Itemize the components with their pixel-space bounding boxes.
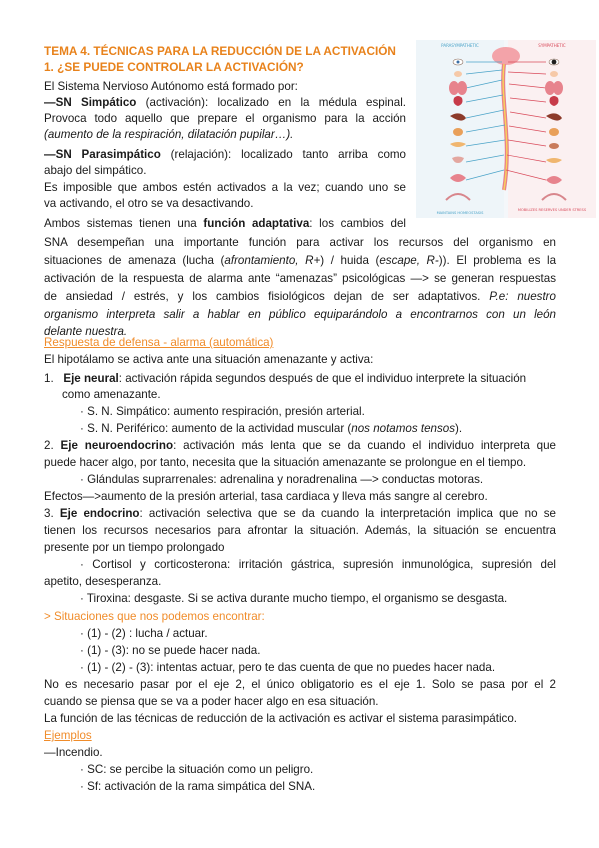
list-subitem: · Cortisol y corticosterona: irritación gástrica, supresión inmunológica, supresión del: [80, 558, 556, 571]
example-subitem: · SC: se percibe la situación como un peligro.: [80, 763, 314, 776]
intro-line: Ambos sistemas tienen una función adaptativa: los cambios del: [44, 217, 406, 230]
defense-intro: El hipotálamo se activa ante una situación amenazante y activa:: [44, 353, 374, 366]
list-item: 1. Eje neural: activación rápida segundos después de que el individuo interprete la situación: [44, 372, 527, 385]
list-subitem: · S. N. Periférico: aumento de la actividad muscular (nos notamos tensos).: [80, 422, 463, 435]
list-item: 2. Eje neuroendocrino: activación más lenta que se da cuando el individuo interpreta que: [44, 439, 557, 452]
list-item: 3. Eje endocrino: activación selectiva que se da cuando la interpretación implica que no se: [44, 507, 557, 520]
sympathetic-header: SYMPATHETIC: [538, 43, 566, 48]
list-item-cont: como amenazante.: [62, 388, 161, 401]
intro-sympathetic: —SN Simpático (activación): localizado en la médula espinal.: [44, 96, 407, 109]
situation-item: · (1) - (2) - (3): intentas actuar, pero te das cuenta de que no puedes hacer nada.: [80, 661, 496, 674]
example-subitem: · Sf: activación de la rama simpática del SNA.: [80, 780, 316, 793]
intro-line: Provoca todo aquello que prepare el organismo para la acción: [44, 112, 406, 125]
examples-heading: Ejemplos: [44, 729, 92, 742]
effects-line: Efectos—>aumento de la presión arterial, tasa cardiaca y lleva más sangre al cerebro.: [44, 490, 488, 503]
intro-parasympathetic: —SN Parasimpático (relajación): localizado tanto arriba como: [44, 148, 407, 161]
intro-line: va activando, el otro se va desactivando.: [44, 197, 254, 210]
intro-line: El Sistema Nervioso Autónomo está formado por:: [44, 80, 298, 93]
list-subitem: · Glándulas suprarrenales: adrenalina y noradrenalina —> conductas motoras.: [80, 473, 484, 486]
list-item-cont: tienen los recursos necesarios para afrontar la situación. Además, la situación se encuentra: [44, 524, 556, 537]
defense-heading: Respuesta de defensa - alarma (automática): [44, 336, 274, 349]
list-subitem-cont: apetito, desesperanza.: [44, 575, 162, 588]
section-title: 1. ¿SE PUEDE CONTROLAR LA ACTIVACIÓN?: [44, 60, 304, 74]
situation-item: · (1) - (3): no se puede hacer nada.: [80, 644, 261, 657]
situations-heading: > Situaciones que nos podemos encontrar:: [44, 610, 265, 623]
intro-line: de ansiedad / estrés, y los cambios fisiológicos dejan de ser adaptativos. P.e: nuestro: [44, 290, 556, 303]
intro-line: organismo interpreta salir a hablar en público equiparándolo a encontrarnos con un león: [44, 308, 556, 321]
list-item-cont: puede hacer algo, por tanto, necesita que la situación amenazante se prolongue en el tiempo.: [44, 456, 527, 469]
situations-paragraph: La función de las técnicas de reducción de la activación es activar el sistema parasimpático.: [44, 712, 518, 725]
list-subitem: · S. N. Simpático: aumento respiración, presión arterial.: [80, 405, 365, 418]
situations-paragraph: cuando se piensa que se va a poder hacer algo en esa situación.: [44, 695, 379, 708]
list-subitem: · Tiroxina: desgaste. Si se activa durante mucho tiempo, el organismo se desgasta.: [80, 592, 508, 605]
example-item: —Incendio.: [44, 746, 103, 759]
intro-line: SNA desempeñan una importante función para activar los recursos del organismo en: [44, 236, 556, 249]
situations-paragraph: No es necesario pasar por el eje 2, el único obligatorio es el eje 1. Solo se pasa por el 2: [44, 678, 556, 691]
autonomic-nervous-system-illustration: [416, 40, 596, 218]
parasympathetic-header: PARASYMPATHETIC: [441, 43, 479, 48]
intro-line: activación de la respuesta de alarma ante “amenazas” psicológicas —> se generan respuestas: [44, 272, 556, 285]
sympathetic-footer: MOBILIZES RESERVES UNDER STRESS: [517, 208, 587, 212]
parasympathetic-footer: MAINTAINS HOMEOSTASIS: [436, 211, 484, 215]
intro-line: abajo del simpático.: [44, 164, 147, 177]
intro-line: Es imposible que ambos estén activados a la vez; cuando uno se: [44, 181, 406, 194]
situation-item: · (1) - (2) : lucha / actuar.: [80, 627, 208, 640]
list-item-cont: presente por un tiempo prolongado: [44, 541, 225, 554]
intro-line: situaciones de amenaza (lucha (afrontamiento, R+) / huida (escape, R-)). El problema es la: [44, 254, 557, 267]
intro-line: (aumento de la respiración, dilatación pupilar…).: [44, 128, 294, 141]
intro-line: delante nuestra.: [44, 325, 128, 338]
page-title: TEMA 4. TÉCNICAS PARA LA REDUCCIÓN DE LA ACTIVACIÓN: [44, 44, 396, 58]
